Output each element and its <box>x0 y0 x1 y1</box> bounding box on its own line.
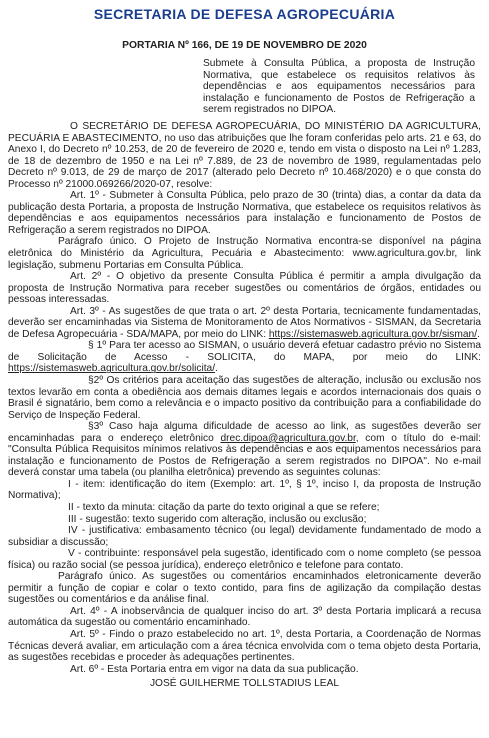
item-i: I - item: identificação do item (Exemplo: art. 1º, § 1º, inciso I, da proposta de Instrução Normativa); <box>8 478 481 502</box>
paragraph-2: §2º Os critérios para aceitação das sugestões de alteração, inclusão ou exclusão nos textos levarão em conta a obediência aos demais ditames legais e acordos internacionais dos quais o Brasil é signatário, bem como a relevância e o impacto positivo da contribuição para a confiabilidade do Serviço de Inspeção Federal. <box>8 375 481 421</box>
paragraph-1: § 1º Para ter acesso ao SISMAN, o usuário deverá efetuar cadastro prévio no Sistema de Solicitação de Acesso - SOLICITA, do MAPA, por meio do LINK: https://sistemasweb.agricultura.gov.br/solicita/. <box>8 340 481 375</box>
article-1: Art. 1º - Submeter à Consulta Pública, pelo prazo de 30 (trinta) dias, a contar da data da publicação desta Portaria, a proposta de Instrução Normativa, que estabelece os requisitos relativos às dependências e aos equipamentos necessários para instalação e funcionamento de Postos de Refrigeração a serem registrados no DIPOA. <box>8 190 481 236</box>
paragraph-3 <box>8 421 481 479</box>
article-2: Art. 2º - O objetivo da presente Consulta Pública é permitir a ampla divulgação da proposta de Instrução Normativa para receber sugestões ou comentários de órgãos, entidades ou pessoas interessadas. <box>8 271 481 306</box>
department-header: SECRETARIA DE DEFESA AGROPECUÁRIA <box>93 6 396 22</box>
item-ii: II - texto da minuta: citação da parte do texto original a que se refere; <box>68 502 380 514</box>
ordinance-title: PORTARIA Nº 166, DE 19 DE NOVEMBRO DE 2020 <box>122 40 367 51</box>
preamble: O SECRETÁRIO DE DEFESA AGROPECUÁRIA, DO MINISTÉRIO DA AGRICULTURA, PECUÁRIA E ABASTECIMENTO, no uso das atribuições que lhe foram conferidas pelo arts. 21 e 63, do Anexo I, do Decreto nº 10.253, de 20 de fevereiro de 2020 e, tendo em vista o disposto na Lei nº 1.283, de 18 de dezembro de 1950 e na Lei nº 7.889, de 23 de novembro de 1989, regulamentadas pelo Decreto nº 9.013, de 29 de março de 2017 (alterado pelo Decreto nº 10.468/2020) e o que consta do Processo nº 21000.069266/2020-07, resolve: <box>8 120 481 190</box>
article-6: Art. 6º - Esta Portaria entra em vigor na data da sua publicação. <box>70 663 359 675</box>
article-3-paragraph-unique: Parágrafo único. As sugestões ou comentários encaminhados eletronicamente deverão permitir a função de copiar e colar o texto contido, para fins de agilização da compilação destas sugestões ou comentários e da análise final. <box>8 571 481 606</box>
paragraph-3-post: , com o título do e-mail: "Consulta Pública Requisitos mínimos relativos às dependências e aos equipamentos necessários para instalação e funcionamento de Postos de Refrigeração a serem registrados no DIPOA". No e-mail deverá constar uma tabela (ou planilha eletrônica) prevendo as seguintes colunas: <box>8 432 481 479</box>
paragraph-3-pre: §3º Caso haja alguma dificuldade de acesso ao link, as sugestões deverão ser encaminhadas para o endereço eletrônico <box>8 421 481 444</box>
article-3-text: Art. 3º - As sugestões de que trata o art. 2º desta Portaria, tecnicamente fundamentadas, deverão ser encaminhadas via Sistema de Monitoramento de Atos Normativos - SISMAN, da Secretaria de Defesa Agropecuária - SDA/MAPA, por meio do LINK: <box>8 305 481 340</box>
item-v: V - contribuinte: responsável pela sugestão, identificado com o nome completo (se pessoa física) ou razão social (se pessoa jurídica), endereço eletrônico e telefone para contato. <box>8 548 481 571</box>
contact-email-link[interactable]: drec.dipoa@agricultura.gov.br <box>220 432 356 444</box>
ementa: Submete à Consulta Pública, a proposta de Instrução Normativa, que estabelece os requisitos relativos às dependências e aos equipamentos necessários para instalação e funcionamento de Postos de Refrigeração a serem registrados no DIPOA. <box>203 58 475 116</box>
article-4: Art. 4º - A inobservância de qualquer inciso do art. 3º desta Portaria implicará a recusa automática da sugestão ou comentário encaminhado. <box>8 605 481 629</box>
paragraph-1-text: § 1º Para ter acesso ao SISMAN, o usuário deverá efetuar cadastro prévio no Sistema de Solicitação de Acesso - SOLICITA, do MAPA, por meio do LINK: <box>8 340 481 363</box>
ordinance-body <box>8 121 481 675</box>
sisman-link[interactable]: https://sistemasweb.agricultura.gov.br/sisman/ <box>268 328 478 340</box>
solicita-link[interactable]: https://sistemasweb.agricultura.gov.br/solicita/ <box>8 363 216 375</box>
article-5: Art. 5º - Findo o prazo estabelecido no art. 1º, desta Portaria, a Coordenação de Normas Técnicas deverá avaliar, em articulação com a área técnica envolvida com o tema objeto desta Portaria, as sugestões recebidas e proceder às adequações pertinentes. <box>8 629 481 664</box>
article-3: Art. 3º - As sugestões de que trata o art. 2º desta Portaria, tecnicamente fundamentadas, deverão ser encaminhadas via Sistema de Monitoramento de Atos Normativos - SISMAN, da Secretaria de Defesa Agropecuária - SDA/MAPA, por meio do LINK: https://sistemasweb.agricultura.gov.br/sisman/. <box>8 305 481 340</box>
article-1-paragraph: Parágrafo único. O Projeto de Instrução Normativa encontra-se disponível na página eletrônica do Ministério da Agricultura, Pecuária e Abastecimento: www.agricultura.gov.br, link legislação, submenu Portarias em Consulta Pública. <box>8 236 481 271</box>
item-iv: IV - justificativa: embasamento técnico (ou legal) devidamente fundamentado de modo a subsidiar a discussão; <box>8 525 481 548</box>
item-iii: III - sugestão: texto sugerido com alteração, inclusão ou exclusão; <box>68 513 367 525</box>
signature: JOSÉ GUILHERME TOLLSTADIUS LEAL <box>149 678 340 690</box>
